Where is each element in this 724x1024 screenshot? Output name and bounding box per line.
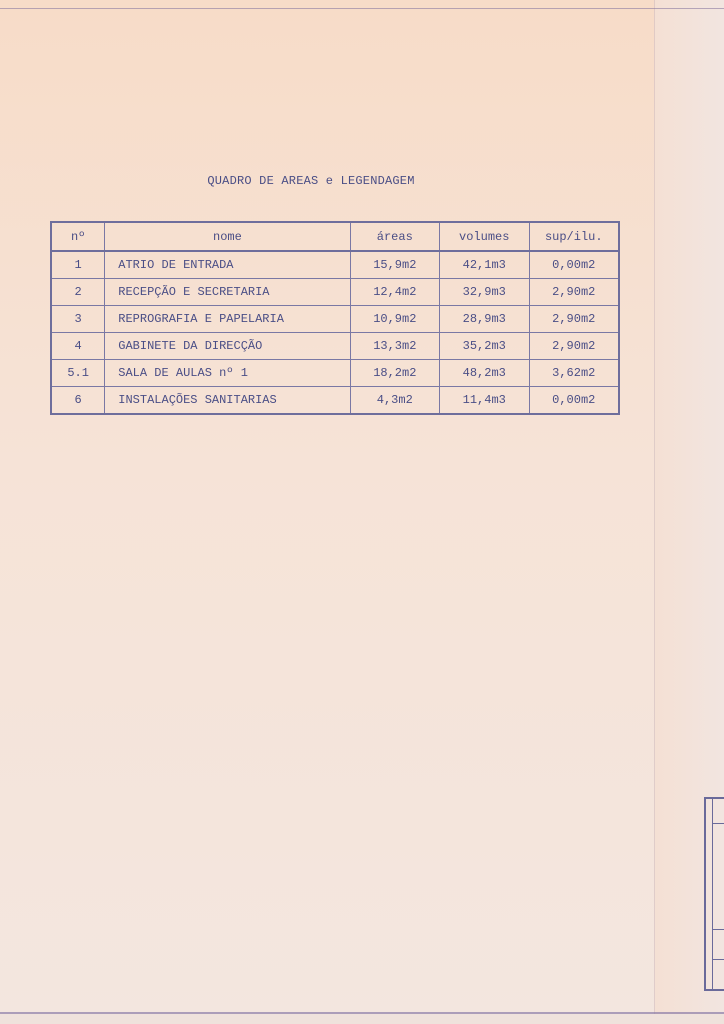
table-row <box>51 306 619 333</box>
cell-name: REPROGRAFIA E PAPELARIA <box>105 306 350 333</box>
table-row <box>51 279 619 306</box>
cell-sup-ilu: 0,00m2 <box>529 387 619 415</box>
cell-name: RECEPÇÃO E SECRETARIA <box>105 279 350 306</box>
cell-area: 13,3m2 <box>350 333 439 360</box>
cell-area: 18,2m2 <box>350 360 439 387</box>
table-row <box>51 387 619 415</box>
table-row <box>51 360 619 387</box>
sheet-fold-line <box>654 0 655 1024</box>
cell-sup-ilu: 3,62m2 <box>529 360 619 387</box>
cell-name: INSTALAÇÕES SANITARIAS <box>105 387 350 415</box>
table-header-row <box>51 222 619 251</box>
cell-area: 15,9m2 <box>350 251 439 279</box>
title-block-stamp <box>704 797 724 991</box>
cell-sup-ilu: 2,90m2 <box>529 333 619 360</box>
cell-sup-ilu: 0,00m2 <box>529 251 619 279</box>
bottom-margin <box>0 1014 724 1024</box>
cell-number: 1 <box>51 251 105 279</box>
cell-number: 3 <box>51 306 105 333</box>
document-title: QUADRO DE AREAS e LEGENDAGEM <box>207 174 415 188</box>
cell-name: ATRIO DE ENTRADA <box>105 251 350 279</box>
table-row <box>51 333 619 360</box>
cell-volume: 11,4m3 <box>440 387 529 415</box>
header-areas: áreas <box>350 222 439 251</box>
cell-number: 5.1 <box>51 360 105 387</box>
cell-area: 4,3m2 <box>350 387 439 415</box>
top-border-line <box>0 8 724 9</box>
cell-name: SALA DE AULAS nº 1 <box>105 360 350 387</box>
cell-volume: 35,2m3 <box>440 333 529 360</box>
cell-number: 6 <box>51 387 105 415</box>
cell-volume: 42,1m3 <box>440 251 529 279</box>
areas-table <box>50 221 620 415</box>
cell-sup-ilu: 2,90m2 <box>529 306 619 333</box>
cell-area: 10,9m2 <box>350 306 439 333</box>
cell-name: GABINETE DA DIRECÇÃO <box>105 333 350 360</box>
cell-number: 2 <box>51 279 105 306</box>
header-sup-ilu: sup/ilu. <box>529 222 619 251</box>
table-row <box>51 251 619 279</box>
cell-number: 4 <box>51 333 105 360</box>
cell-volume: 32,9m3 <box>440 279 529 306</box>
header-volumes: volumes <box>440 222 529 251</box>
cell-volume: 28,9m3 <box>440 306 529 333</box>
cell-sup-ilu: 2,90m2 <box>529 279 619 306</box>
header-number: nº <box>51 222 105 251</box>
cell-area: 12,4m2 <box>350 279 439 306</box>
header-name: nome <box>105 222 350 251</box>
cell-volume: 48,2m3 <box>440 360 529 387</box>
